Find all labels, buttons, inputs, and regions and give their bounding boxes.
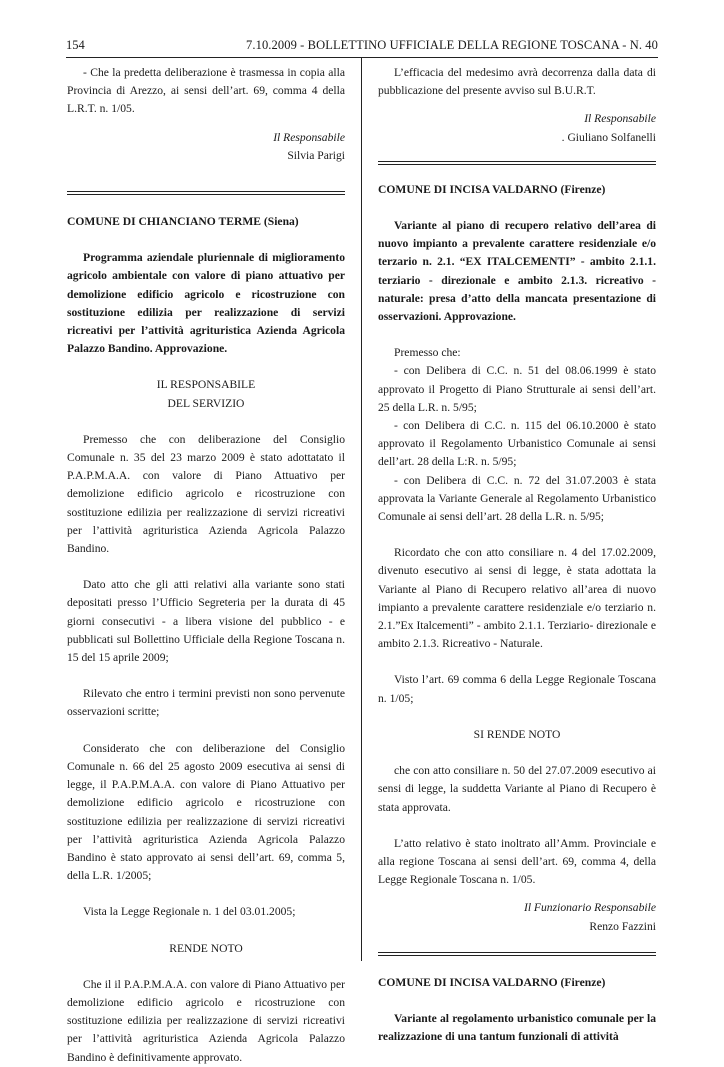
list-item: - con Delibera di C.C. n. 72 del 31.07.2003 è stata approvata la Variante Generale al Regolamento Urbanistico Comunale ai sensi dell’art. 28 della L.R. n. 5/95; xyxy=(378,473,656,524)
header-rule xyxy=(66,57,658,58)
paragraph: L’atto relativo è stato inoltrato all’Amm. Provinciale e alla regione Toscana ai sensi dell’art. 69, comma 4, della Legge Regionale Toscana n. 1/05. xyxy=(378,836,656,887)
section-title: Programma aziendale pluriennale di miglioramento agricolo ambientale con valore di piano attuativo per demolizione edificio agricolo e ricostruzione con sostituzione edilizia per realizzazione di servizi ricreativi per l’attività agrituristica Azienda Agricola Palazzo Bandino. Approvazione. xyxy=(67,251,345,356)
left-column xyxy=(67,64,345,1067)
signature-role: Il Responsabile xyxy=(584,112,656,126)
paragraph: Premesso che con deliberazione del Consiglio Comunale n. 35 del 23 marzo 2009 è stato adottatato il P.A.P.M.A.A. con valore di Piano Attuativo per demolizione edificio agricolo e ricostruzione con sostituzione edilizia per realizzazione di servizi ricreativi per l’attività agrituristica Azienda Agricola Palazzo Bandino. xyxy=(67,432,345,556)
section-heading: COMUNE DI INCISA VALDARNO (Firenze) xyxy=(378,975,606,989)
paragraph: Dato atto che gli atti relativi alla variante sono stati depositati presso l’Ufficio Segreteria per la durata di 45 giorni consecutivi - a libera visione del pubblico - e pubblicati sul Bollettino Ufficiale della Regione Toscana n. 15 del 15 aprile 2009; xyxy=(67,578,345,665)
section-title: Variante al piano di recupero relativo dell’area di nuovo impianto a prevalente carattere residenziale e/o terzario n. 2.1. “EX ITALCEMENTI” - ambito 2.1.1. terziario - direzionale e ambito 2.1.3. ricreativo - naturale: presa d’atto della mancata presentazione di osservazioni. Approvazione. xyxy=(378,219,656,324)
authority-line-2: DEL SERVIZIO xyxy=(167,396,245,410)
list-item: - con Delibera di C.C. n. 115 del 06.10.2000 è stato approvato il Regolamento Urbanistico Comunale ai sensi dell’art. 28 della L:R. n. 5/95; xyxy=(378,419,656,469)
paragraph: Premesso che: xyxy=(394,346,461,360)
right-intro-paragraph: L’efficacia del medesimo avrà decorrenza dalla data di pubblicazione del presente avviso sul B.U.R.T. xyxy=(378,66,656,98)
section-heading: COMUNE DI CHIANCIANO TERME (Siena) xyxy=(67,215,299,229)
signature-role: Il Responsabile xyxy=(273,130,345,144)
signature-name: Renzo Fazzini xyxy=(589,919,656,933)
paragraph: Che il il P.A.P.M.A.A. con valore di Piano Attuativo per demolizione edificio agricolo e ricostruzione con sostituzione edilizia per realizzazione di servizi ricreativi per l’attività agrituristica Azienda Agricola Palazzo Bandino è definitivamente approvato. xyxy=(67,977,345,1064)
signature-role: Il Funzionario Responsabile xyxy=(523,901,656,915)
signature-name: . Giuliano Solfanelli xyxy=(561,130,656,144)
section-heading: COMUNE DI INCISA VALDARNO (Firenze) xyxy=(378,182,606,196)
paragraph: Considerato che con deliberazione del Consiglio Comunale n. 66 del 25 agosto 2009 esecutiva ai sensi di legge, il P.A.P.M.A.A. con valore di Piano Attuativo per demolizione edificio agricolo e ricostruzione con sostituzione edilizia per realizzazione di servizi ricreativi per l’attività agrituristica Azienda Agricola Palazzo Bandino è stato approvato ai sensi dell’art. 69, comma 5, della L.R. 1/2005; xyxy=(67,741,345,883)
si-rende-noto-heading: SI RENDE NOTO xyxy=(473,727,561,741)
paragraph: Rilevato che entro i termini previsti non sono pervenute osservazioni scritte; xyxy=(67,687,345,719)
paragraph: Visto l’art. 69 comma 6 della Legge Regionale Toscana n. 1/05; xyxy=(378,673,656,705)
column-divider xyxy=(361,58,362,961)
paragraph: Ricordato che con atto consiliare n. 4 del 17.02.2009, divenuto esecutivo ai sensi di legge, è stata adottata la Variante al Piano di Recupero relativo all’area di nuovo impianto a prevalente carattere residenziale e/o terziario n. 2.1.”Ex Italcementi” - ambito 2.1.1. Terziario- direzionale e ambito 2.1.3. Ricreativo - Naturale. xyxy=(378,546,656,651)
page-number: 154 xyxy=(66,38,85,52)
page-header xyxy=(66,36,658,54)
paragraph: Vista la Legge Regionale n. 1 del 03.01.2005; xyxy=(83,905,296,919)
signature-name: Silvia Parigi xyxy=(287,148,345,162)
rende-noto-heading: RENDE NOTO xyxy=(169,941,243,955)
list-item: - con Delibera di C.C. n. 51 del 08.06.1999 è stato approvato il Progetto di Piano Strutturale ai sensi dell’art. 25 della L.R. n. 5/95; xyxy=(378,364,656,414)
section-title: Variante al regolamento urbanistico comunale per la realizzazione di una tantum funzionali di attività xyxy=(378,1011,656,1044)
paragraph: che con atto consiliare n. 50 del 27.07.2009 esecutivo ai sensi di legge, la suddetta Variante al Piano di Recupero è stata approvata. xyxy=(378,764,656,814)
bulletin-title: 7.10.2009 - BOLLETTINO UFFICIALE DELLA REGIONE TOSCANA - N. 40 xyxy=(246,38,658,52)
left-intro-paragraph: - Che la predetta deliberazione è trasmessa in copia alla Provincia di Arezzo, ai sensi dell’art. 69, comma 4 della L.R.T. n. 1/05. xyxy=(67,66,345,116)
authority-line-1: IL RESPONSABILE xyxy=(156,378,256,392)
right-column xyxy=(378,64,656,1046)
